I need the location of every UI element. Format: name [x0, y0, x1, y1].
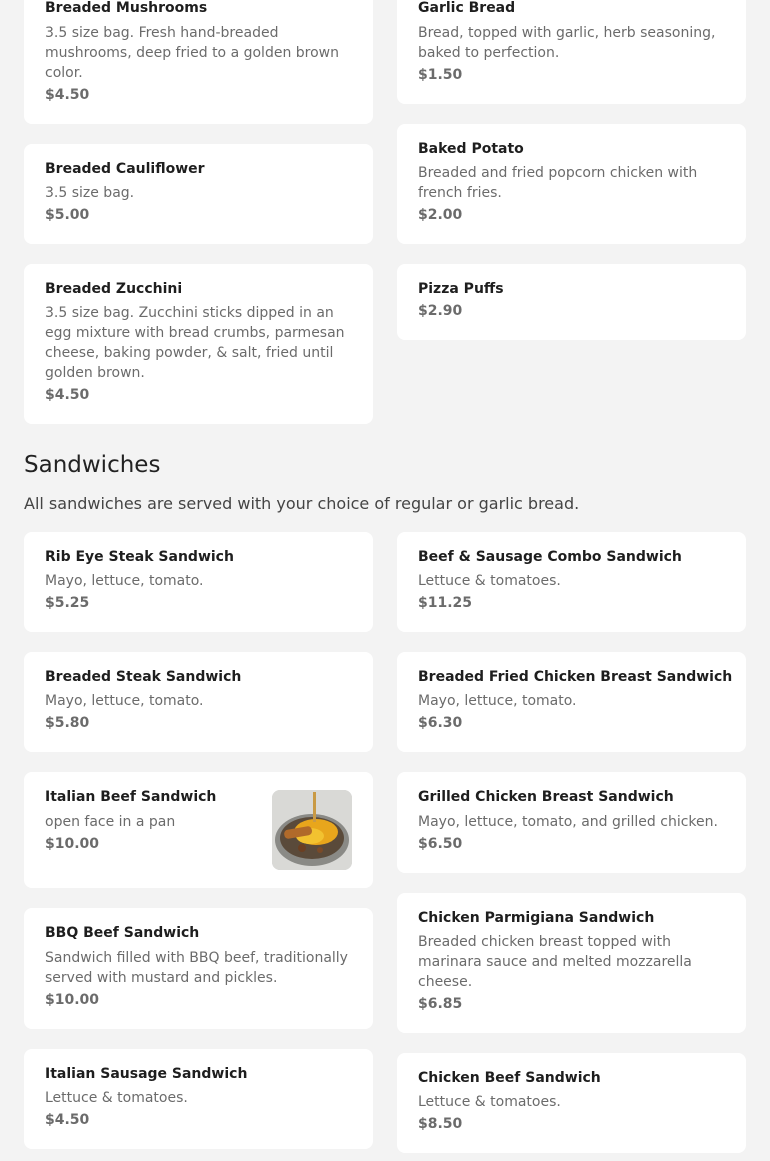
item-name: Baked Potato	[418, 141, 524, 157]
item-name: Pizza Puffs	[418, 281, 504, 297]
item-name: Chicken Beef Sandwich	[418, 1070, 601, 1086]
menu-item-card[interactable]	[397, 0, 746, 104]
item-description: 3.5 size bag.	[45, 185, 135, 201]
italian-beef-photo-icon	[272, 790, 352, 870]
item-name: Garlic Bread	[418, 0, 516, 16]
item-price: $4.50	[45, 1112, 90, 1128]
menu-item-card[interactable]	[397, 124, 746, 244]
item-description: Bread, topped with garlic, herb seasoning, baked to perfection.	[418, 25, 716, 61]
item-name: Italian Sausage Sandwich	[45, 1066, 248, 1082]
item-price: $4.50	[45, 387, 90, 403]
menu-item-card[interactable]	[24, 264, 373, 424]
item-price: $5.00	[45, 207, 90, 223]
menu-item-card[interactable]	[397, 532, 746, 632]
item-price: $8.50	[418, 1116, 463, 1132]
item-name: Breaded Zucchini	[45, 281, 183, 297]
item-price: $1.50	[418, 67, 463, 83]
menu-item-card[interactable]	[24, 144, 373, 244]
item-name: Grilled Chicken Breast Sandwich	[418, 789, 674, 805]
item-name: Breaded Steak Sandwich	[45, 669, 242, 685]
item-photo[interactable]	[272, 790, 352, 870]
item-description: Sandwich filled with BBQ beef, traditionally served with mustard and pickles.	[45, 950, 348, 986]
menu-item-card[interactable]	[397, 893, 746, 1033]
item-price: $10.00	[45, 992, 100, 1008]
menu-item-card[interactable]	[24, 652, 373, 752]
item-description: Lettuce & tomatoes.	[45, 1090, 188, 1106]
menu-item-card[interactable]	[397, 772, 746, 873]
menu-item-card[interactable]	[24, 1049, 373, 1149]
item-description: Mayo, lettuce, tomato.	[45, 573, 204, 589]
menu-item-card[interactable]	[397, 264, 746, 340]
item-description: Mayo, lettuce, tomato, and grilled chicken.	[418, 814, 718, 830]
menu-item-card[interactable]	[24, 532, 373, 632]
item-price: $5.25	[45, 595, 90, 611]
item-price: $11.25	[418, 595, 473, 611]
item-description: Lettuce & tomatoes.	[418, 1094, 561, 1110]
item-description: 3.5 size bag. Fresh hand-breaded mushrooms, deep fried to a golden brown color.	[45, 25, 339, 81]
item-description: Mayo, lettuce, tomato.	[418, 693, 577, 709]
menu-item-card[interactable]	[24, 772, 373, 888]
item-price: $2.90	[418, 303, 463, 319]
menu-item-card[interactable]	[397, 1053, 746, 1153]
menu-item-card[interactable]	[397, 652, 746, 752]
item-name: Italian Beef Sandwich	[45, 789, 217, 805]
item-name: Breaded Mushrooms	[45, 0, 208, 16]
item-name: BBQ Beef Sandwich	[45, 925, 200, 941]
section-description: All sandwiches are served with your choice of regular or garlic bread.	[24, 494, 580, 513]
item-name: Beef & Sausage Combo Sandwich	[418, 549, 682, 565]
item-name: Breaded Fried Chicken Breast Sandwich	[418, 669, 733, 685]
menu-item-card[interactable]	[24, 908, 373, 1029]
item-description: Lettuce & tomatoes.	[418, 573, 561, 589]
item-price: $6.50	[418, 836, 463, 852]
item-price: $6.30	[418, 715, 463, 731]
item-price: $6.85	[418, 996, 463, 1012]
section-title: Sandwiches	[24, 452, 161, 478]
item-price: $10.00	[45, 836, 100, 852]
item-price: $4.50	[45, 87, 90, 103]
menu-item-card[interactable]	[24, 0, 373, 124]
item-description: 3.5 size bag. Zucchini sticks dipped in an egg mixture with bread crumbs, parmesan cheese, baking powder, & salt, fried until golden brown.	[45, 305, 345, 381]
item-price: $2.00	[418, 207, 463, 223]
item-description: open face in a pan	[45, 814, 176, 830]
item-name: Chicken Parmigiana Sandwich	[418, 910, 655, 926]
item-description: Breaded and fried popcorn chicken with french fries.	[418, 165, 698, 201]
item-description: Mayo, lettuce, tomato.	[45, 693, 204, 709]
item-price: $5.80	[45, 715, 90, 731]
item-name: Rib Eye Steak Sandwich	[45, 549, 234, 565]
item-name: Breaded Cauliflower	[45, 161, 205, 177]
item-description: Breaded chicken breast topped with marinara sauce and melted mozzarella cheese.	[418, 934, 692, 990]
